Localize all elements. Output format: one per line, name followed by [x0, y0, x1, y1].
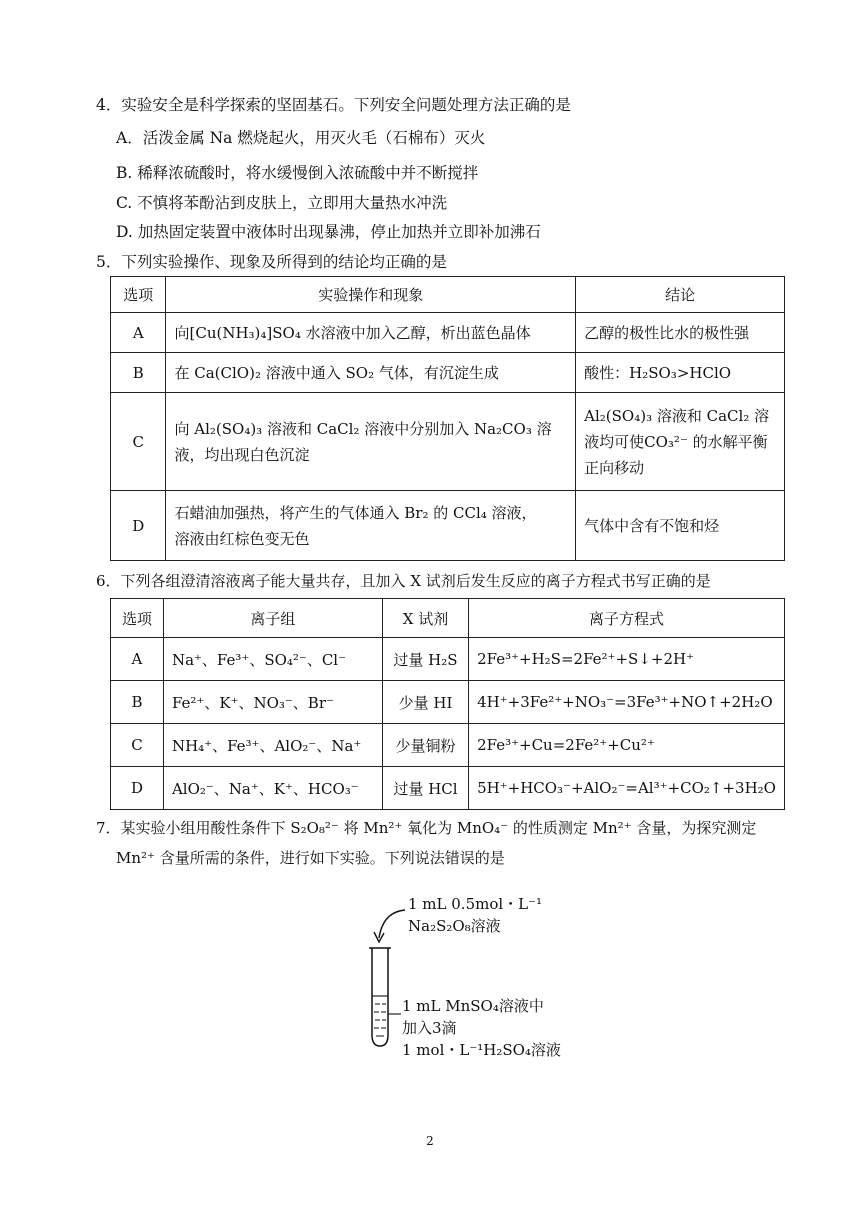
- tube-label-line1: 1 mL MnSO₄溶液中: [402, 997, 544, 1015]
- table-row: [111, 767, 785, 810]
- q5-row-option: B: [111, 353, 166, 393]
- q6-row-reagent: 过量 HCl: [382, 767, 468, 810]
- q6-row-equation: 5H⁺+HCO₃⁻+AlO₂⁻=Al³⁺+CO₂↑+3H₂O: [469, 767, 785, 810]
- liquid-hatching: [374, 1004, 386, 1036]
- q5-stem: 5．下列实验操作、现象及所得到的结论均正确的是: [96, 253, 447, 271]
- q4-option-d: D. 加热固定装置中液体时出现暴沸，停止加热并立即补加沸石: [116, 223, 541, 241]
- q6-table: [110, 598, 785, 810]
- q5-header-option: 选项: [111, 277, 166, 313]
- q7-stem-line2: Mn²⁺ 含量所需的条件，进行如下实验。下列说法错误的是: [116, 849, 505, 867]
- q5-row-operation: 向 Al₂(SO₄)₃ 溶液和 CaCl₂ 溶液中分别加入 Na₂CO₃ 溶 液，均出现白色沉淀: [166, 393, 576, 491]
- q6-stem: 6．下列各组澄清溶液离子能大量共存，且加入 X 试剂后发生反应的离子方程式书写正确的是: [96, 572, 711, 590]
- q5-row-option: A: [111, 313, 166, 353]
- q5-table: [110, 276, 785, 561]
- table-row: [111, 313, 785, 353]
- q6-row-reagent: 少量 HI: [382, 681, 468, 724]
- table-row: [111, 681, 785, 724]
- q5-row-operation: 在 Ca(ClO)₂ 溶液中通入 SO₂ 气体，有沉淀生成: [166, 353, 576, 393]
- q6-row-equation: 2Fe³⁺+Cu=2Fe²⁺+Cu²⁺: [469, 724, 785, 767]
- q5-row-conclusion: 气体中含有不饱和烃: [576, 491, 785, 561]
- q5-row-option: D: [111, 491, 166, 561]
- q5-row-operation: 向[Cu(NH₃)₄]SO₄ 水溶液中加入乙醇，析出蓝色晶体: [166, 313, 576, 353]
- q6-row-option: C: [111, 724, 164, 767]
- table-row: [111, 638, 785, 681]
- q4-option-b: B. 稀释浓硫酸时，将水缓慢倒入浓硫酸中并不断搅拌: [116, 164, 479, 182]
- q6-header-equation: 离子方程式: [469, 599, 785, 638]
- q6-row-reagent: 少量铜粉: [382, 724, 468, 767]
- q6-header-reagent: X 试剂: [382, 599, 468, 638]
- q5-header-row: [111, 277, 785, 313]
- q6-row-ions: AlO₂⁻、Na⁺、K⁺、HCO₃⁻: [163, 767, 382, 810]
- q6-row-option: B: [111, 681, 164, 724]
- q6-row-reagent: 过量 H₂S: [382, 638, 468, 681]
- q6-row-option: A: [111, 638, 164, 681]
- q5-row-conclusion: 酸性：H₂SO₃>HClO: [576, 353, 785, 393]
- q6-row-option: D: [111, 767, 164, 810]
- table-row: [111, 491, 785, 561]
- q6-row-equation: 4H⁺+3Fe²⁺+NO₃⁻=3Fe³⁺+NO↑+2H₂O: [469, 681, 785, 724]
- table-row: [111, 353, 785, 393]
- q5-row-conclusion: 乙醇的极性比水的极性强: [576, 313, 785, 353]
- q6-header-ions: 离子组: [163, 599, 382, 638]
- q7-stem-line1: 7．某实验小组用酸性条件下 S₂O₈²⁻ 将 Mn²⁺ 氧化为 MnO₄⁻ 的性质测定 Mn²⁺ 含量，为探究测定: [96, 819, 757, 837]
- q5-header-conclusion: 结论: [576, 277, 785, 313]
- table-row: [111, 724, 785, 767]
- q4-option-c: C. 不慎将苯酚沾到皮肤上，立即用大量热水冲洗: [116, 194, 448, 212]
- page-number: 2: [426, 1134, 434, 1148]
- q6-row-equation: 2Fe³⁺+H₂S=2Fe²⁺+S↓+2H⁺: [469, 638, 785, 681]
- q6-header-option: 选项: [111, 599, 164, 638]
- reagent-label-line1: 1 mL 0.5mol・L⁻¹: [408, 895, 543, 913]
- q6-row-ions: Fe²⁺、K⁺、NO₃⁻、Br⁻: [163, 681, 382, 724]
- q4-option-a: A．活泼金属 Na 燃烧起火，用灭火毛（石棉布）灭火: [116, 129, 486, 147]
- q5-row-operation: 石蜡油加强热，将产生的气体通入 Br₂ 的 CCl₄ 溶液， 溶液由红棕色变无色: [166, 491, 576, 561]
- q5-row-conclusion: Al₂(SO₄)₃ 溶液和 CaCl₂ 溶 液均可使CO₃²⁻ 的水解平衡 正向移动: [576, 393, 785, 491]
- reagent-label-line2: Na₂S₂O₈溶液: [408, 917, 501, 935]
- tube-label-line3: 1 mol・L⁻¹H₂SO₄溶液: [402, 1041, 561, 1059]
- test-tube-icon: [372, 948, 388, 1046]
- q5-header-operation: 实验操作和现象: [166, 277, 576, 313]
- tube-label-line2: 加入3滴: [402, 1019, 457, 1037]
- q6-row-ions: NH₄⁺、Fe³⁺、AlO₂⁻、Na⁺: [163, 724, 382, 767]
- table-row: [111, 393, 785, 491]
- q6-row-ions: Na⁺、Fe³⁺、SO₄²⁻、Cl⁻: [163, 638, 382, 681]
- q4-stem: 4．实验安全是科学探索的坚固基石。下列安全问题处理方法正确的是: [96, 96, 571, 114]
- q6-header-row: [111, 599, 785, 638]
- q5-row-option: C: [111, 393, 166, 491]
